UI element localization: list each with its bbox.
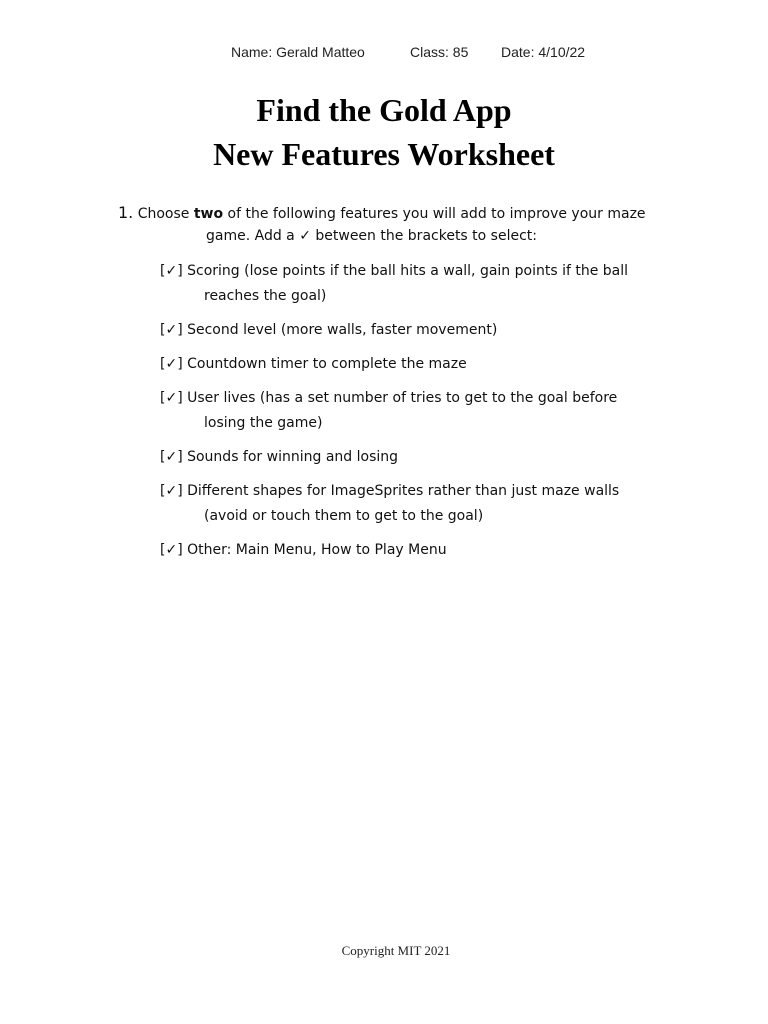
title-line-2: New Features Worksheet [213,136,555,172]
option-text-continued: (avoid or touch them to get to the goal) [204,508,484,524]
question-text-bold: two [193,206,224,222]
option-other[interactable] [160,538,680,563]
option-countdown-timer[interactable] [160,352,680,377]
copyright-footer: Copyright MIT 2021 [341,943,451,958]
option-text: [✓] Other: Main Menu, How to Play Menu [160,542,447,558]
option-text-continued: losing the game) [204,415,323,431]
question-number: 1. [118,203,134,222]
page-title [0,88,768,176]
question-line-1 [118,202,678,225]
option-second-level[interactable] [160,318,680,343]
question-text-before: Choose [133,206,194,222]
student-name: Name: Gerald Matteo [231,44,365,60]
option-sounds[interactable] [160,445,680,470]
option-text: [✓] Second level (more walls, faster movement) [160,322,498,338]
option-text-continued: reaches the goal) [204,288,327,304]
option-text: [✓] Different shapes for ImageSprites rather than just maze walls [160,483,620,499]
question-1 [118,202,678,247]
option-text: [✓] Scoring (lose points if the ball hits a wall, gain points if the ball [160,263,629,279]
option-scoring[interactable] [160,259,680,309]
option-text: [✓] Sounds for winning and losing [160,449,399,465]
option-text: [✓] Countdown timer to complete the maze [160,356,467,372]
worksheet-date: Date: 4/10/22 [501,44,586,60]
option-user-lives[interactable] [160,386,680,436]
option-different-shapes[interactable] [160,479,680,529]
question-line-2: game. Add a ✓ between the brackets to select: [206,228,537,244]
feature-options-list [160,259,680,572]
question-text-after: of the following features you will add to improve your maze [223,206,646,222]
option-text: [✓] User lives (has a set number of tries to get to the goal before [160,390,618,406]
title-line-1: Find the Gold App [256,92,512,128]
class-number: Class: 85 [410,44,469,60]
